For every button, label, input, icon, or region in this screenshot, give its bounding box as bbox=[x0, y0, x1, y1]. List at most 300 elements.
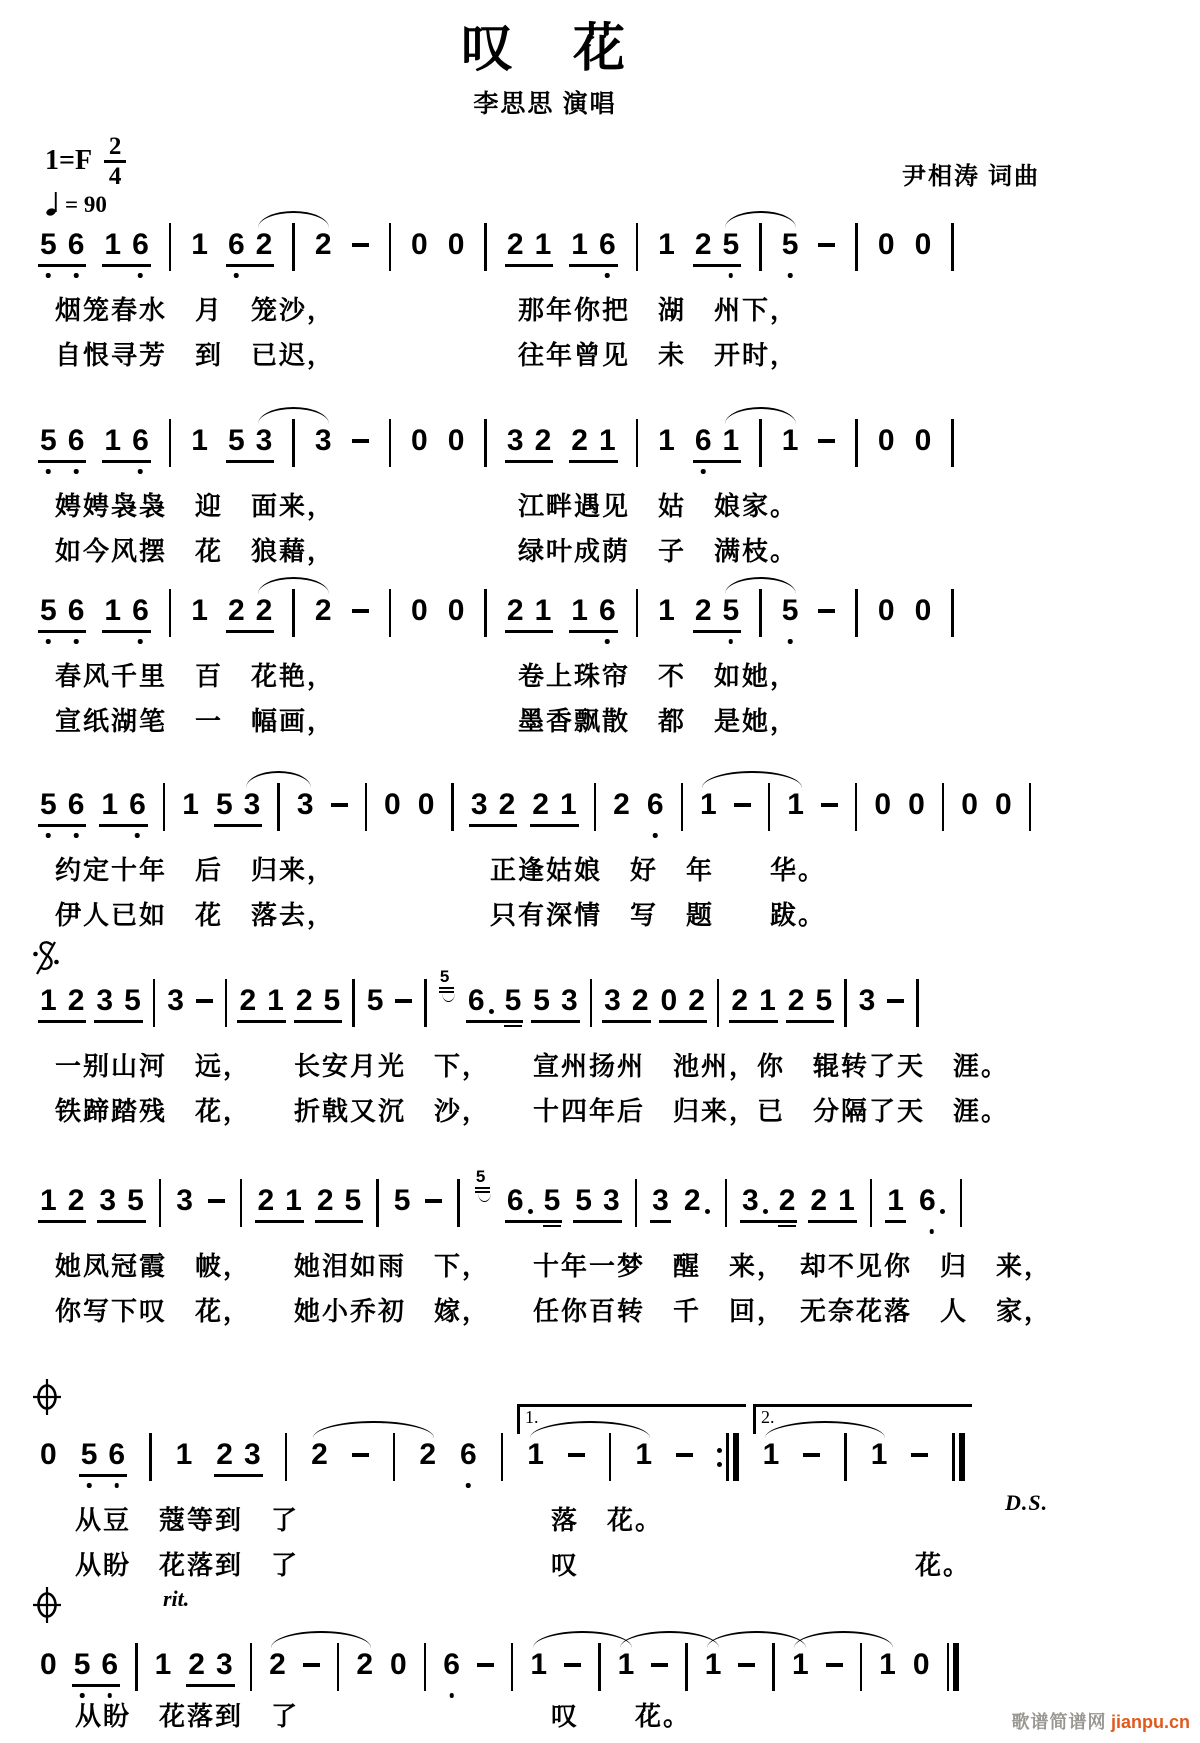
duration-dash bbox=[803, 1453, 820, 1457]
note-digit: 3 bbox=[167, 984, 184, 1017]
note-digit: 3 bbox=[652, 1184, 669, 1217]
note-digit: 2 bbox=[295, 984, 313, 1017]
barline bbox=[389, 419, 392, 467]
eighth-beam bbox=[186, 1684, 234, 1687]
tie-slur bbox=[707, 1631, 806, 1648]
beamed-group bbox=[228, 424, 272, 458]
barline bbox=[759, 589, 762, 637]
low-octave-dot bbox=[46, 273, 51, 278]
beamed-group bbox=[507, 594, 551, 628]
beamed-group bbox=[661, 984, 705, 1018]
eighth-beam bbox=[237, 1020, 285, 1023]
note-digit: 1 bbox=[191, 424, 208, 457]
note-digit: 1 bbox=[838, 1184, 855, 1217]
low-octave-dot bbox=[605, 273, 610, 278]
lyrics-line: 从盼 花落到 了 叹 花。 bbox=[75, 1551, 972, 1580]
note-digit: 1 bbox=[40, 984, 57, 1017]
duration-dash bbox=[352, 243, 369, 247]
note-digit: 6 bbox=[228, 228, 245, 262]
eighth-beam bbox=[315, 1220, 363, 1223]
tie-slur bbox=[702, 771, 801, 788]
note-digit: 6 bbox=[108, 1438, 125, 1472]
duration-dash bbox=[331, 803, 348, 807]
note-digit: 1 bbox=[571, 594, 588, 627]
eighth-beam bbox=[466, 1020, 523, 1023]
note-digit: 6 bbox=[507, 1184, 533, 1218]
low-octave-dot bbox=[788, 639, 793, 644]
barline bbox=[860, 1643, 863, 1691]
note-digit: 3 bbox=[99, 1184, 117, 1217]
beamed-group bbox=[533, 984, 577, 1018]
low-octave-dot bbox=[74, 833, 79, 838]
rest-note: 0 bbox=[914, 424, 932, 457]
note-digit: 1 bbox=[658, 424, 675, 457]
note-digit: 1 bbox=[267, 984, 284, 1017]
low-octave-dot bbox=[87, 1483, 92, 1488]
duration-dash bbox=[208, 1199, 225, 1203]
note-digit: 1 bbox=[879, 1648, 896, 1681]
beamed-group bbox=[571, 424, 615, 458]
dal-segno-marking: D.S. bbox=[1005, 1490, 1049, 1515]
note-digit: 1 bbox=[781, 424, 799, 457]
barline bbox=[484, 223, 487, 271]
tie-slur bbox=[725, 211, 796, 228]
coda-icon bbox=[32, 1586, 62, 1629]
notation-line-2 bbox=[40, 424, 1140, 476]
eighth-beam bbox=[693, 460, 741, 463]
eighth-beam bbox=[97, 1220, 145, 1223]
note-digit: 1 bbox=[762, 1438, 780, 1471]
lyrics-line: 自恨寻芳 到 已迟， 往年曾见 未 开时， bbox=[55, 341, 799, 370]
beamed-group bbox=[40, 228, 84, 262]
duration-dash bbox=[303, 1663, 320, 1667]
low-octave-dot bbox=[653, 833, 658, 838]
note-digit: 1 bbox=[559, 788, 577, 821]
note-digit: 1 bbox=[285, 1184, 302, 1217]
lyrics-line: 你写下叹 花， 她小乔初 嫁， 任你百转 千 回， 无奈花落 人 家， bbox=[55, 1297, 1053, 1326]
barline bbox=[855, 589, 858, 637]
note-digit: 1 bbox=[534, 228, 552, 261]
barline bbox=[768, 783, 771, 831]
beamed-group bbox=[731, 984, 775, 1018]
notation-line-6 bbox=[40, 1167, 1140, 1236]
duration-dash bbox=[821, 803, 838, 807]
note-digit: 1 bbox=[101, 788, 119, 821]
note-digit: 2 bbox=[694, 594, 712, 627]
barline bbox=[511, 1643, 514, 1691]
barline bbox=[135, 1643, 138, 1691]
final-barline bbox=[952, 1433, 965, 1481]
beamed-group bbox=[695, 594, 739, 628]
beamed-group bbox=[571, 228, 615, 262]
music-system-1 bbox=[40, 228, 1140, 370]
note-digit: 2 bbox=[688, 984, 705, 1017]
note-digit: 1 bbox=[700, 788, 717, 821]
eighth-beam bbox=[38, 630, 86, 633]
lyrics-line: 铁蹄踏残 花， 折戟又沉 沙， 十四年后 归来，已 分隔了天 涯。 bbox=[55, 1097, 1010, 1126]
beamed-group bbox=[471, 788, 515, 822]
rest-note: 0 bbox=[914, 594, 932, 627]
low-octave-dot bbox=[449, 1693, 454, 1698]
rest-note: 0 bbox=[660, 984, 678, 1017]
rest-note: 0 bbox=[877, 424, 895, 457]
note-digit: 2 bbox=[506, 228, 524, 261]
watermark-site: 歌谱简谱网 bbox=[1011, 1712, 1107, 1732]
augmentation-dot bbox=[940, 1209, 945, 1214]
note-digit: 1 bbox=[887, 1184, 904, 1217]
note-digit: 6 bbox=[132, 228, 149, 262]
watermark bbox=[1011, 1708, 1190, 1734]
sixteenth-beam bbox=[543, 1225, 562, 1227]
note-digit: 1 bbox=[534, 594, 552, 627]
time-signature bbox=[104, 134, 126, 189]
barline bbox=[916, 979, 919, 1027]
notation-line-8 bbox=[40, 1648, 1140, 1700]
note-digit: 6 bbox=[101, 1648, 118, 1682]
low-octave-dot bbox=[46, 469, 51, 474]
low-octave-dot bbox=[80, 1693, 85, 1698]
sixteenth-beam bbox=[778, 1225, 797, 1227]
duration-dash bbox=[738, 1663, 755, 1667]
beamed-group bbox=[604, 984, 648, 1018]
duration-dash bbox=[564, 1663, 581, 1667]
eighth-beam bbox=[38, 264, 86, 267]
repeat-barline bbox=[717, 1433, 739, 1481]
notation-line-3 bbox=[40, 594, 1140, 646]
augmentation-dot bbox=[763, 1209, 768, 1214]
beamed-group bbox=[652, 1184, 669, 1218]
beamed-group bbox=[99, 1184, 143, 1218]
lyrics-line: 约定十年 后 归来， 正逢姑娘 好 年 华。 bbox=[55, 856, 827, 885]
note-digit: 2 bbox=[532, 788, 549, 821]
time-numerator: 2 bbox=[108, 133, 122, 160]
lyrics-line: 从豆 蔻等到 了 落 花。 bbox=[75, 1506, 664, 1535]
duration-dash bbox=[818, 609, 835, 613]
note-digit: 3 bbox=[296, 788, 314, 821]
rest-note: 0 bbox=[961, 788, 978, 821]
performer-credit: 李思思 演唱 bbox=[473, 91, 617, 118]
note-digit: 2 bbox=[188, 1648, 205, 1681]
note-digit: 5 bbox=[74, 1648, 91, 1682]
duration-dash bbox=[352, 439, 369, 443]
duration-dash bbox=[425, 1199, 442, 1203]
barline bbox=[855, 223, 858, 271]
barline bbox=[609, 1433, 612, 1481]
note-digit: 2 bbox=[356, 1648, 373, 1681]
barline bbox=[725, 1179, 728, 1227]
eighth-beam bbox=[740, 1220, 797, 1223]
tie-slur bbox=[725, 407, 796, 424]
note-digit: 2 bbox=[731, 984, 749, 1017]
low-octave-dot bbox=[701, 469, 706, 474]
barline bbox=[942, 783, 945, 831]
beamed-group bbox=[239, 984, 283, 1018]
barline bbox=[870, 1179, 873, 1227]
note-digit: 6 bbox=[695, 424, 712, 458]
barline bbox=[169, 223, 172, 271]
music-system-2 bbox=[40, 424, 1140, 566]
note-digit: 2 bbox=[694, 228, 712, 261]
beamed-group bbox=[571, 594, 615, 628]
eighth-beam bbox=[469, 824, 517, 827]
barline bbox=[285, 1433, 288, 1481]
rest-note: 0 bbox=[447, 594, 465, 627]
rest-note: 0 bbox=[908, 788, 925, 821]
note-digit: 5 bbox=[544, 1184, 561, 1218]
eighth-beam bbox=[602, 1020, 650, 1023]
barline bbox=[277, 783, 280, 831]
note-digit: 2 bbox=[314, 594, 332, 627]
key-label: 1=F bbox=[45, 145, 93, 177]
beamed-group bbox=[40, 788, 84, 822]
volta-bracket bbox=[517, 1404, 746, 1434]
note-digit: 5 bbox=[533, 984, 550, 1017]
note-digit: 2 bbox=[506, 594, 524, 627]
barline bbox=[376, 1179, 379, 1227]
time-denominator: 4 bbox=[108, 162, 122, 190]
note-digit: 1 bbox=[759, 984, 776, 1017]
eighth-beam bbox=[79, 1474, 127, 1477]
beamed-group bbox=[40, 594, 84, 628]
eighth-beam bbox=[72, 1684, 120, 1687]
song-title: 叹 花 bbox=[460, 21, 629, 78]
beamed-group bbox=[742, 1184, 795, 1218]
duration-dash bbox=[818, 439, 835, 443]
grace-note-digit: 5 bbox=[475, 1167, 486, 1186]
note-digit: 6 bbox=[460, 1438, 477, 1472]
note-digit: 5 bbox=[505, 984, 522, 1018]
barline bbox=[759, 223, 762, 271]
eighth-beam bbox=[786, 1020, 834, 1023]
note-digit: 2 bbox=[419, 1438, 436, 1471]
beamed-group bbox=[507, 424, 551, 458]
low-octave-dot bbox=[46, 833, 51, 838]
note-digit: 6 bbox=[68, 424, 85, 458]
note-digit: 5 bbox=[40, 594, 57, 628]
barline bbox=[292, 589, 295, 637]
note-digit: 2 bbox=[255, 594, 273, 627]
eighth-beam bbox=[255, 1220, 303, 1223]
barline bbox=[153, 979, 156, 1027]
note-digit: 1 bbox=[658, 228, 675, 261]
low-octave-dot bbox=[138, 469, 143, 474]
lyrics-line: 娉娉袅袅 迎 面来， 江畔遇见 姑 娘家。 bbox=[55, 492, 799, 521]
duration-dash bbox=[826, 1663, 843, 1667]
note-digit: 3 bbox=[742, 1184, 768, 1218]
notation-line-4 bbox=[40, 788, 1140, 840]
rest-note: 0 bbox=[390, 1648, 407, 1681]
eighth-beam bbox=[505, 630, 553, 633]
duration-dash bbox=[568, 1453, 585, 1457]
barline bbox=[594, 783, 597, 831]
note-digit: 6 bbox=[68, 788, 85, 822]
note-digit: 2 bbox=[314, 228, 332, 261]
beamed-group bbox=[188, 1648, 232, 1682]
barline bbox=[951, 419, 954, 467]
note-digit: 5 bbox=[227, 424, 245, 457]
note-digit: 2 bbox=[684, 1184, 710, 1218]
note-digit: 1 bbox=[104, 594, 122, 627]
tie-slur bbox=[313, 1421, 433, 1438]
eighth-beam bbox=[102, 264, 150, 267]
barline bbox=[855, 783, 858, 831]
rit-marking: rit. bbox=[163, 1586, 190, 1611]
barline bbox=[225, 979, 228, 1027]
barline bbox=[635, 1179, 638, 1227]
coda-icon bbox=[32, 1378, 62, 1421]
note-digit: 1 bbox=[598, 424, 616, 457]
note-digit: 2 bbox=[67, 984, 85, 1017]
note-digit: 5 bbox=[127, 1184, 144, 1217]
beamed-group bbox=[104, 228, 148, 262]
note-digit: 2 bbox=[613, 788, 630, 821]
barline bbox=[457, 1179, 460, 1227]
rest-note: 0 bbox=[411, 424, 428, 457]
duration-dash bbox=[887, 999, 904, 1003]
beamed-group bbox=[468, 984, 521, 1018]
grace-note bbox=[439, 967, 456, 1018]
barline bbox=[844, 979, 847, 1027]
eighth-beam bbox=[38, 460, 86, 463]
note-digit: 1 bbox=[704, 1648, 722, 1681]
volta-label: 1. bbox=[525, 1407, 539, 1427]
eighth-beam bbox=[94, 1020, 142, 1023]
note-digit: 2 bbox=[67, 1184, 85, 1217]
tie-slur bbox=[246, 771, 311, 788]
lyrics-line: 烟笼春水 月 笼沙， 那年你把 湖 州下， bbox=[55, 296, 799, 325]
beamed-group bbox=[317, 1184, 361, 1218]
rest-note: 0 bbox=[384, 788, 401, 821]
low-octave-dot bbox=[74, 639, 79, 644]
tie-slur bbox=[725, 577, 796, 594]
barline bbox=[598, 1643, 601, 1691]
barline bbox=[240, 1179, 243, 1227]
note-digit: 6 bbox=[132, 594, 149, 628]
beamed-group bbox=[257, 1184, 301, 1218]
note-digit: 1 bbox=[104, 228, 122, 261]
rest-note: 0 bbox=[877, 228, 895, 261]
note-digit: 6 bbox=[647, 788, 664, 822]
tie-slur bbox=[533, 1631, 632, 1648]
note-digit: 1 bbox=[530, 1648, 548, 1681]
note-digit: 5 bbox=[81, 1438, 98, 1472]
rest-note: 0 bbox=[914, 228, 932, 261]
rest-note: 0 bbox=[877, 594, 895, 627]
low-octave-dot bbox=[930, 1229, 935, 1234]
beamed-group bbox=[104, 424, 148, 458]
eighth-beam bbox=[102, 460, 150, 463]
beamed-group bbox=[101, 788, 145, 822]
tie-slur bbox=[620, 1631, 719, 1648]
note-digit: 6 bbox=[599, 594, 616, 628]
eighth-beam bbox=[38, 1220, 86, 1223]
beamed-group bbox=[296, 984, 340, 1018]
barline bbox=[169, 419, 172, 467]
eighth-beam bbox=[573, 1220, 621, 1223]
rest-note: 0 bbox=[411, 228, 428, 261]
barline bbox=[365, 783, 368, 831]
barline bbox=[389, 223, 392, 271]
tie-slur bbox=[258, 211, 329, 228]
note-digit: 1 bbox=[40, 1184, 57, 1217]
beamed-group bbox=[104, 594, 148, 628]
note-digit: 1 bbox=[722, 424, 740, 457]
low-octave-dot bbox=[114, 1483, 119, 1488]
final-barline bbox=[947, 1643, 960, 1691]
tempo-marking bbox=[46, 190, 107, 217]
duration-dash bbox=[734, 803, 751, 807]
eighth-beam bbox=[505, 460, 553, 463]
sixteenth-beam bbox=[504, 1025, 523, 1027]
duration-dash bbox=[676, 1453, 693, 1457]
grace-note bbox=[475, 1167, 492, 1218]
tie-slur bbox=[258, 407, 329, 424]
barline bbox=[451, 783, 454, 831]
note-digit: 1 bbox=[787, 788, 804, 821]
note-digit: 3 bbox=[314, 424, 332, 457]
key-signature bbox=[45, 134, 126, 189]
low-octave-dot bbox=[135, 833, 140, 838]
eighth-beam bbox=[214, 824, 262, 827]
composer-credit: 尹相涛 词曲 bbox=[902, 164, 1040, 190]
eighth-beam bbox=[505, 264, 553, 267]
beamed-group bbox=[216, 788, 260, 822]
note-digit: 6 bbox=[468, 984, 494, 1018]
eighth-beam bbox=[226, 460, 274, 463]
barline bbox=[636, 419, 639, 467]
note-digit: 3 bbox=[255, 424, 273, 457]
note-digit: 5 bbox=[124, 984, 141, 1017]
beamed-group bbox=[575, 1184, 619, 1218]
beamed-group bbox=[228, 228, 272, 262]
eighth-beam bbox=[808, 1220, 856, 1223]
watermark-domain[interactable]: jianpu.cn bbox=[1110, 1712, 1190, 1732]
lyrics-line: 她凤冠霞 帔， 她泪如雨 下， 十年一梦 醒 来， 却不见你 归 来， bbox=[55, 1252, 1053, 1281]
low-octave-dot bbox=[729, 639, 734, 644]
note-digit: 1 bbox=[617, 1648, 635, 1681]
beamed-group bbox=[507, 1184, 560, 1218]
barline bbox=[759, 419, 762, 467]
barline bbox=[717, 979, 720, 1027]
beamed-group bbox=[74, 1648, 118, 1682]
low-octave-dot bbox=[234, 273, 239, 278]
note-digit: 2 bbox=[239, 984, 257, 1017]
music-system-5 bbox=[40, 967, 1140, 1126]
beamed-group bbox=[507, 228, 551, 262]
barline bbox=[292, 419, 295, 467]
low-octave-dot bbox=[74, 469, 79, 474]
barline bbox=[393, 1433, 396, 1481]
note-digit: 5 bbox=[40, 228, 57, 262]
note-digit: 2 bbox=[787, 984, 805, 1017]
note-digit: 2 bbox=[571, 424, 588, 457]
barline bbox=[1029, 783, 1032, 831]
eighth-beam bbox=[569, 630, 617, 633]
grace-note-digit: 5 bbox=[439, 967, 450, 986]
barline bbox=[951, 589, 954, 637]
low-octave-dot bbox=[605, 639, 610, 644]
eighth-beam bbox=[99, 824, 147, 827]
note-digit: 3 bbox=[215, 1648, 233, 1681]
low-octave-dot bbox=[46, 639, 51, 644]
barline bbox=[424, 1643, 427, 1691]
rest-note: 0 bbox=[994, 788, 1012, 821]
tempo-value: = 90 bbox=[65, 192, 107, 217]
note-digit: 5 bbox=[215, 788, 233, 821]
barline bbox=[636, 589, 639, 637]
note-digit: 3 bbox=[243, 1438, 261, 1471]
beamed-group bbox=[228, 594, 272, 628]
